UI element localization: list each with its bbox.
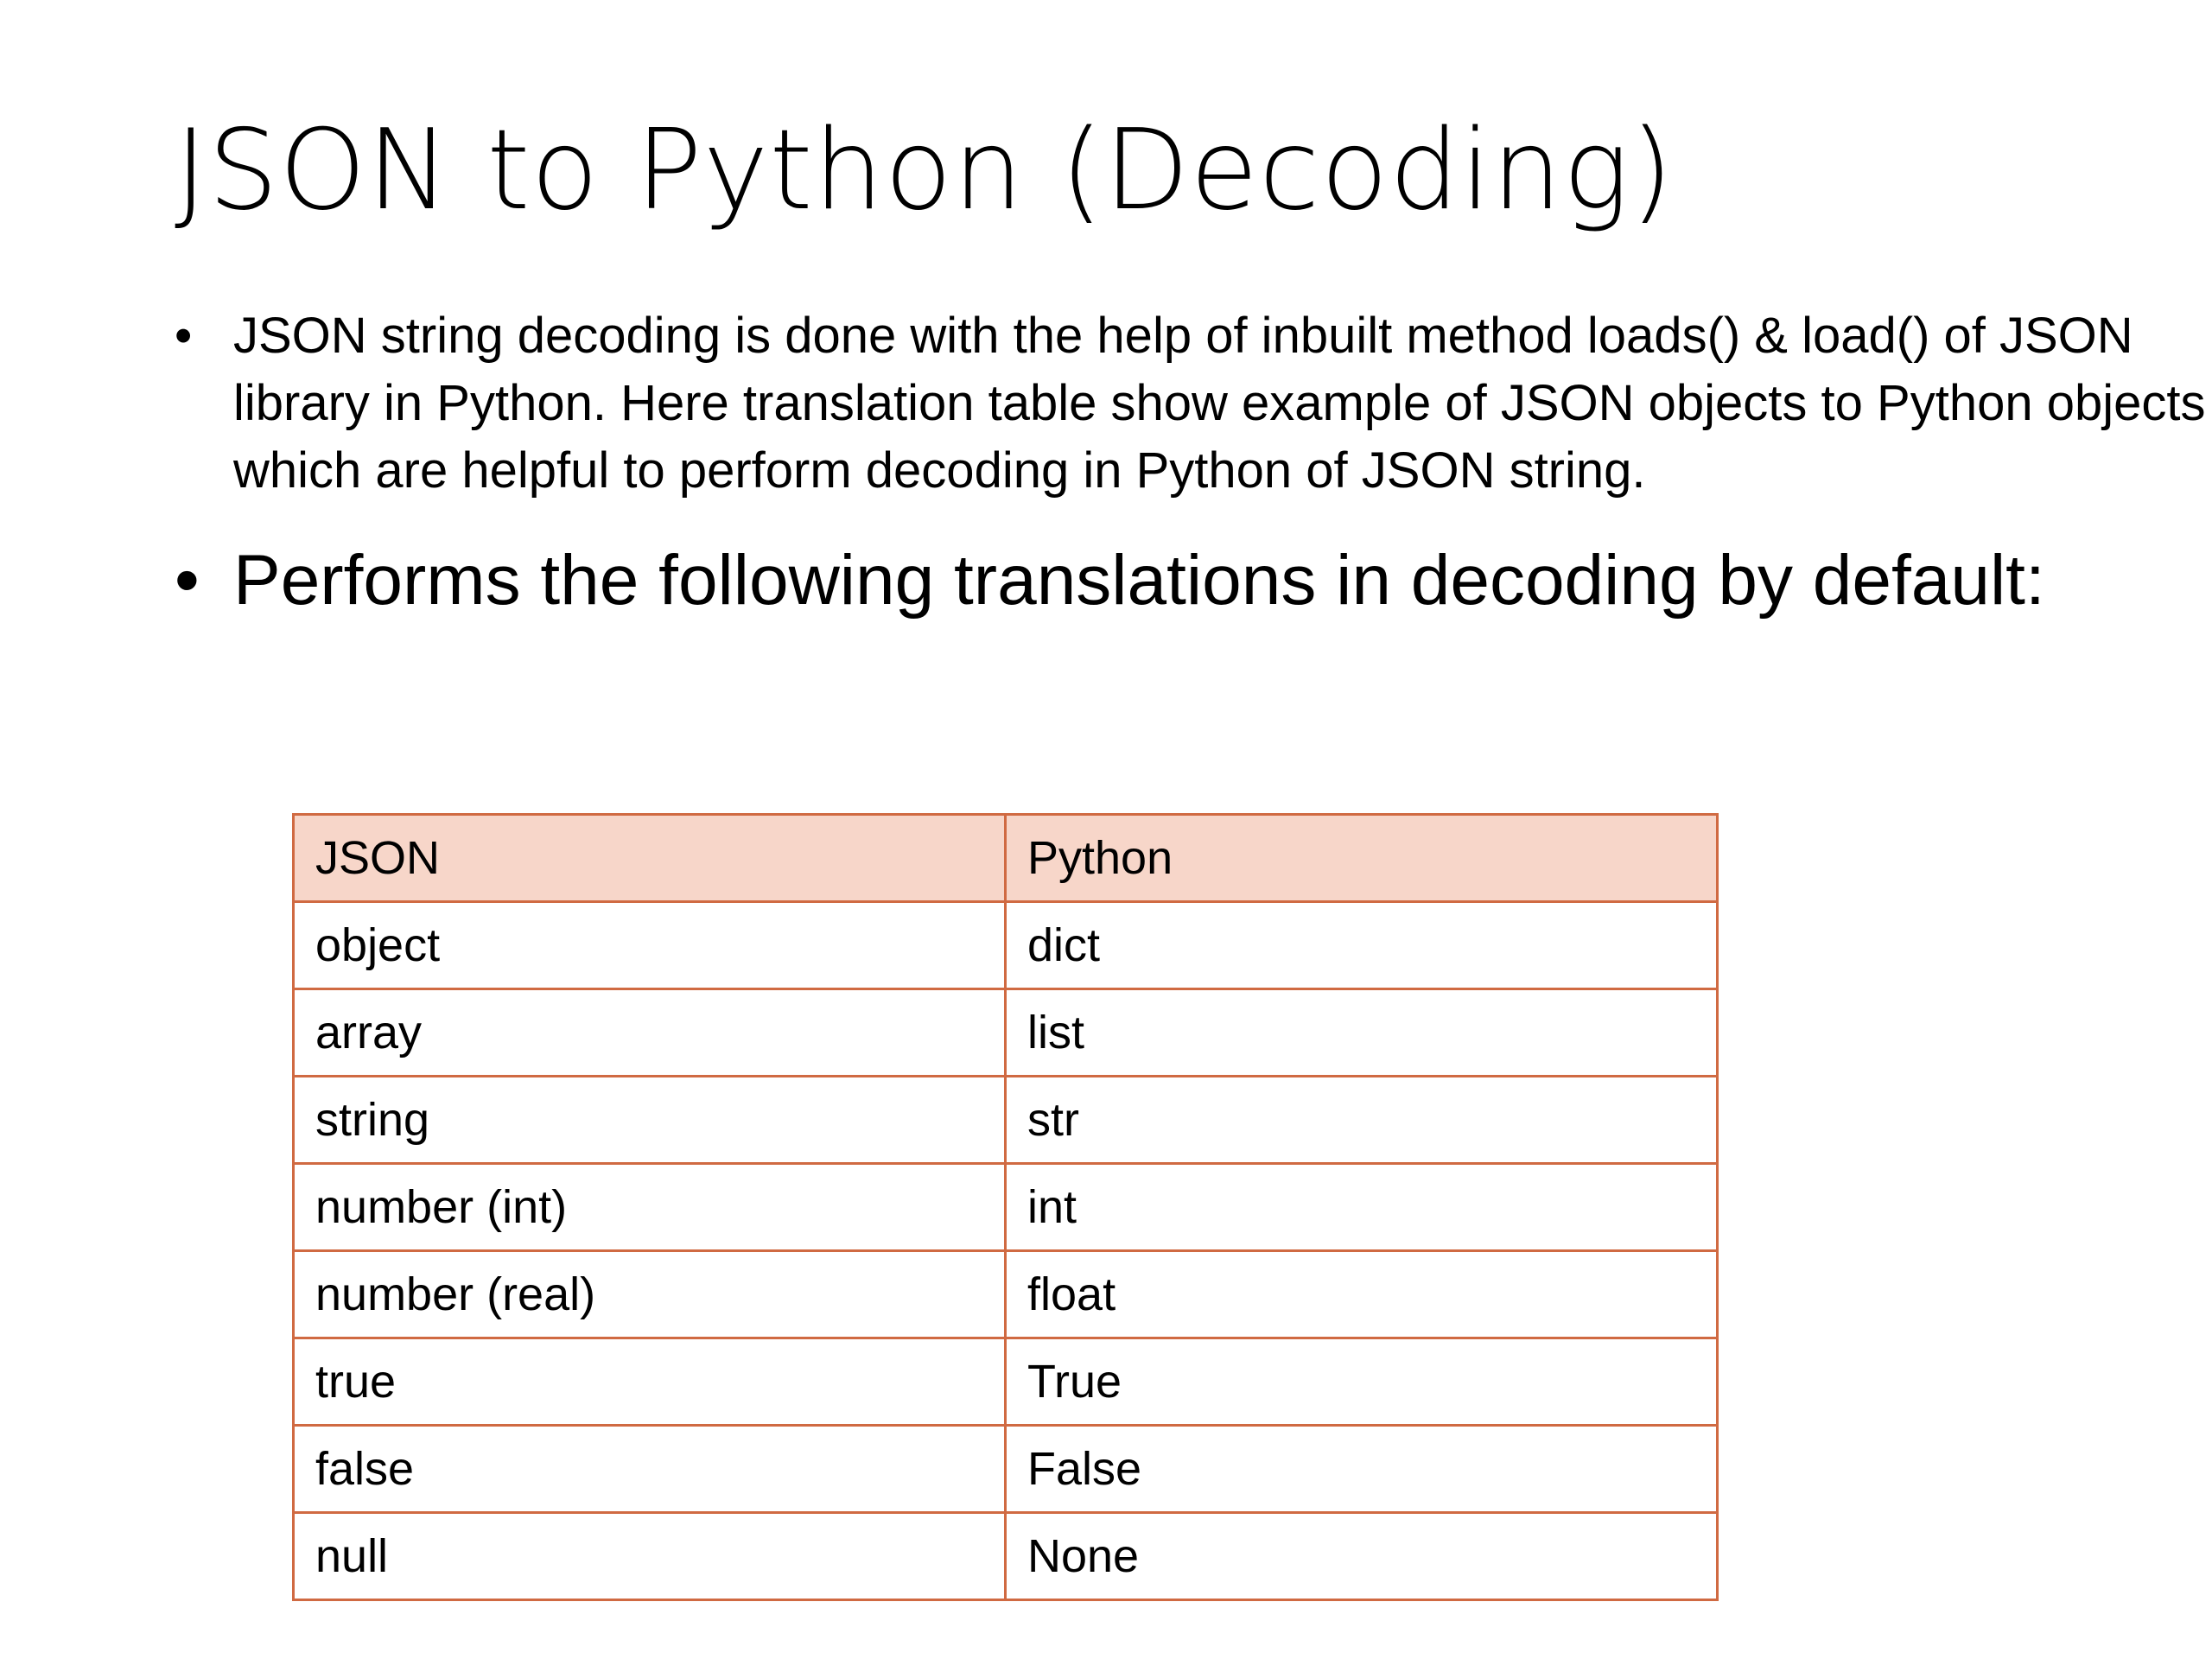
bullet-description: • JSON string decoding is done with the help of inbuilt method loads() & load() of JSON library in Python. Here translation table show example of JSON objects to Python objects which are helpful to perform decoding in Python of JSON string. (175, 302, 2212, 505)
table-row (294, 1251, 1718, 1338)
python-type-cell: dict (1006, 902, 1718, 989)
python-type-cell: False (1006, 1426, 1718, 1513)
json-type-cell: object (294, 902, 1006, 989)
json-type-cell: number (int) (294, 1164, 1006, 1251)
table-row (294, 902, 1718, 989)
translation-table-container (292, 813, 1716, 1601)
bullet-list (175, 302, 2206, 626)
table-row (294, 1077, 1718, 1164)
table-row (294, 1338, 1718, 1426)
json-type-cell: array (294, 989, 1006, 1077)
translation-table (292, 813, 1719, 1601)
bullet-translations: • Performs the following translations in decoding by default: (175, 536, 2169, 626)
header-python: Python (1006, 815, 1718, 902)
table-header-row (294, 815, 1718, 902)
json-type-cell: string (294, 1077, 1006, 1164)
python-type-cell: True (1006, 1338, 1718, 1426)
python-type-cell: str (1006, 1077, 1718, 1164)
table-row (294, 1513, 1718, 1600)
python-type-cell: list (1006, 989, 1718, 1077)
header-json: JSON (294, 815, 1006, 902)
slide-title: JSON to Python (Decoding) (175, 106, 1675, 235)
python-type-cell: int (1006, 1164, 1718, 1251)
json-type-cell: true (294, 1338, 1006, 1426)
python-type-cell: float (1006, 1251, 1718, 1338)
json-type-cell: number (real) (294, 1251, 1006, 1338)
python-type-cell: None (1006, 1513, 1718, 1600)
table-row (294, 989, 1718, 1077)
json-type-cell: false (294, 1426, 1006, 1513)
table-row (294, 1164, 1718, 1251)
table-row (294, 1426, 1718, 1513)
json-type-cell: null (294, 1513, 1006, 1600)
